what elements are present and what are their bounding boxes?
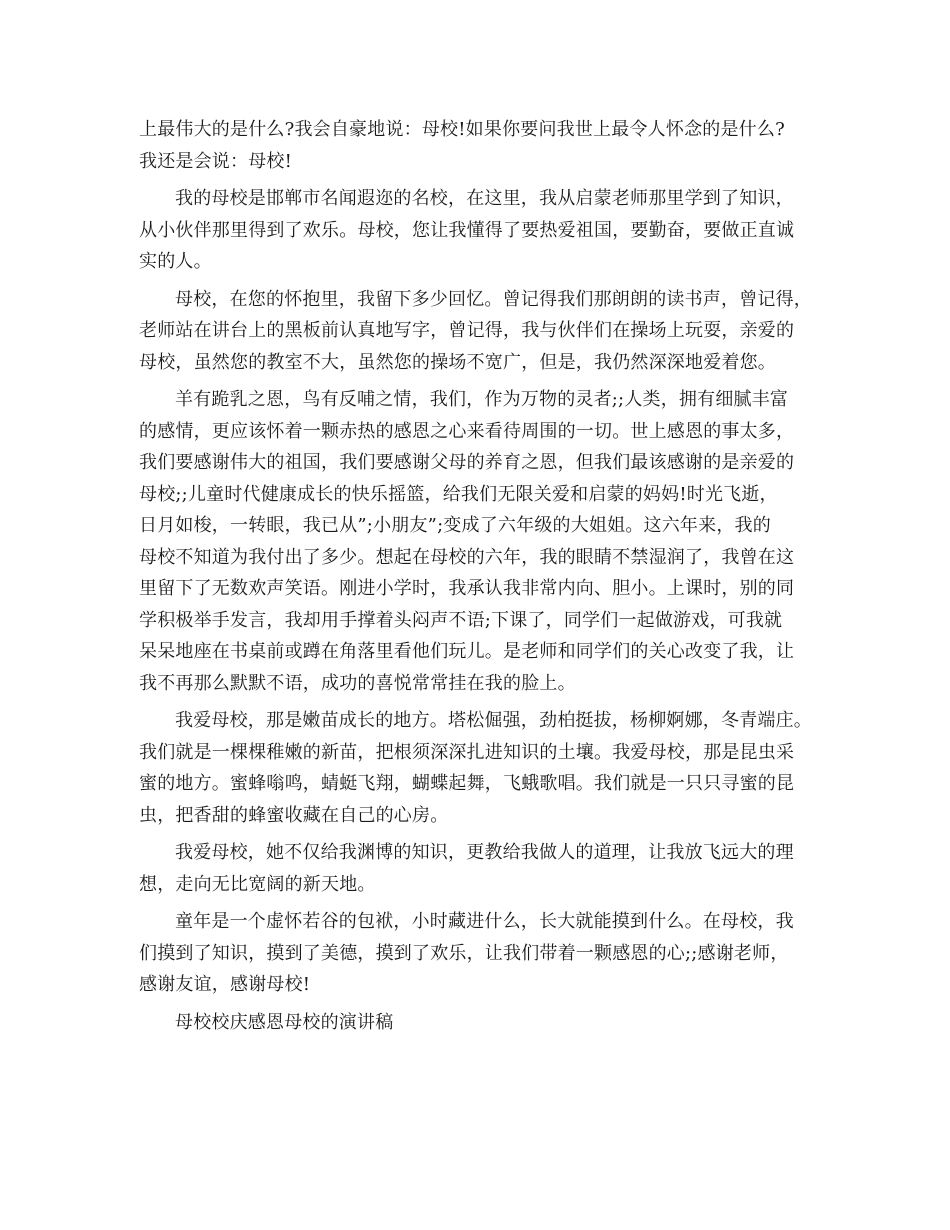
text-line: 蜜的地方。蜜蜂嗡鸣，蜻蜓飞翔，蝴蝶起舞，飞蛾歌唱。我们就是一只只寻蜜的昆 [139, 773, 795, 794]
text-line: 上最伟大的是什么?我会自豪地说：母校!如果你要问我世上最令人怀念的是什么? [139, 119, 785, 140]
text-line: 的感情，更应该怀着一颗赤热的感恩之心来看待周围的一切。世上感恩的事太多， [139, 420, 795, 442]
text-line: 羊有跪乳之恩，鸟有反哺之情，我们，作为万物的灵者;;人类，拥有细腻丰富 [175, 389, 789, 410]
text-line: 我们就是一棵棵稚嫩的新苗，把根须深深扎进知识的土壤。我爱母校，那是昆虫采 [139, 741, 795, 763]
text-line: 从小伙伴那里得到了欢乐。母校，您让我懂得了要热爱祖国，要勤奋，要做正直诚 [139, 219, 795, 241]
text-line: 我爱母校，她不仅给我渊博的知识，更教给我做人的道理，让我放飞远大的理 [175, 842, 794, 863]
text-line: 想，走向无比宽阔的新天地。 [139, 873, 376, 895]
text-line: 学积极举手发言，我却用手撑着头闷声不语;下课了，同学们一起做游戏，可我就 [139, 609, 783, 631]
text-line: 童年是一个虚怀若谷的包袱，小时藏进什么，长大就能摸到什么。在母校，我 [175, 911, 794, 932]
text-line: 母校;;儿童时代健康成长的快乐摇篮，给我们无限关爱和启蒙的妈妈!时光飞逝， [139, 483, 778, 505]
text-line: 日月如梭，一转眼，我已从”;小朋友”;变成了六年级的大姐姐。这六年来，我的 [139, 515, 771, 536]
text-line: 们摸到了知识，摸到了美德，摸到了欢乐，让我们带着一颗感恩的心;;感谢老师， [139, 942, 789, 964]
text-line: 老师站在讲台上的黑板前认真地写字，曾记得，我与伙伴们在操场上玩耍，亲爱的 [139, 320, 795, 341]
text-line: 我还是会说：母校! [139, 150, 293, 172]
document-body [139, 114, 819, 1038]
text-line: 我们要感谢伟大的祖国，我们要感谢父母的养育之恩，但我们最该感谢的是亲爱的 [139, 452, 795, 473]
text-line: 我不再那么默默不语，成功的喜悦常常挂在我的脸上。 [139, 672, 576, 694]
text-line: 虫，把香甜的蜂蜜收藏在自己的心房。 [139, 804, 449, 826]
text-line: 母校，虽然您的教室不大，虽然您的操场不宽广，但是，我仍然深深地爱着您。 [139, 351, 776, 373]
text-line: 我的母校是邯郸市名闻遐迩的名校，在这里，我从启蒙老师那里学到了知识， [175, 188, 794, 209]
text-line: 母校校庆感恩母校的演讲稿 [175, 1011, 394, 1033]
text-line: 母校不知道为我付出了多少。想起在母校的六年，我的眼睛不禁湿润了，我曾在这 [139, 546, 795, 568]
text-line: 我爱母校，那是嫩苗成长的地方。塔松倔强，劲柏挺拔，杨柳婀娜，冬青端庄。 [175, 710, 812, 731]
text-line: 实的人。 [139, 251, 212, 272]
text-line: 母校，在您的怀抱里，我留下多少回忆。曾记得我们那朗朗的读书声，曾记得， [175, 288, 812, 310]
text-line: 感谢友谊，感谢母校! [139, 974, 311, 995]
text-line: 里留下了无数欢声笑语。刚进小学时，我承认我非常内向、胆小。上课时，别的同 [139, 578, 795, 599]
text-line: 呆呆地座在书桌前或蹲在角落里看他们玩儿。是老师和同学们的关心改变了我，让 [139, 641, 795, 662]
